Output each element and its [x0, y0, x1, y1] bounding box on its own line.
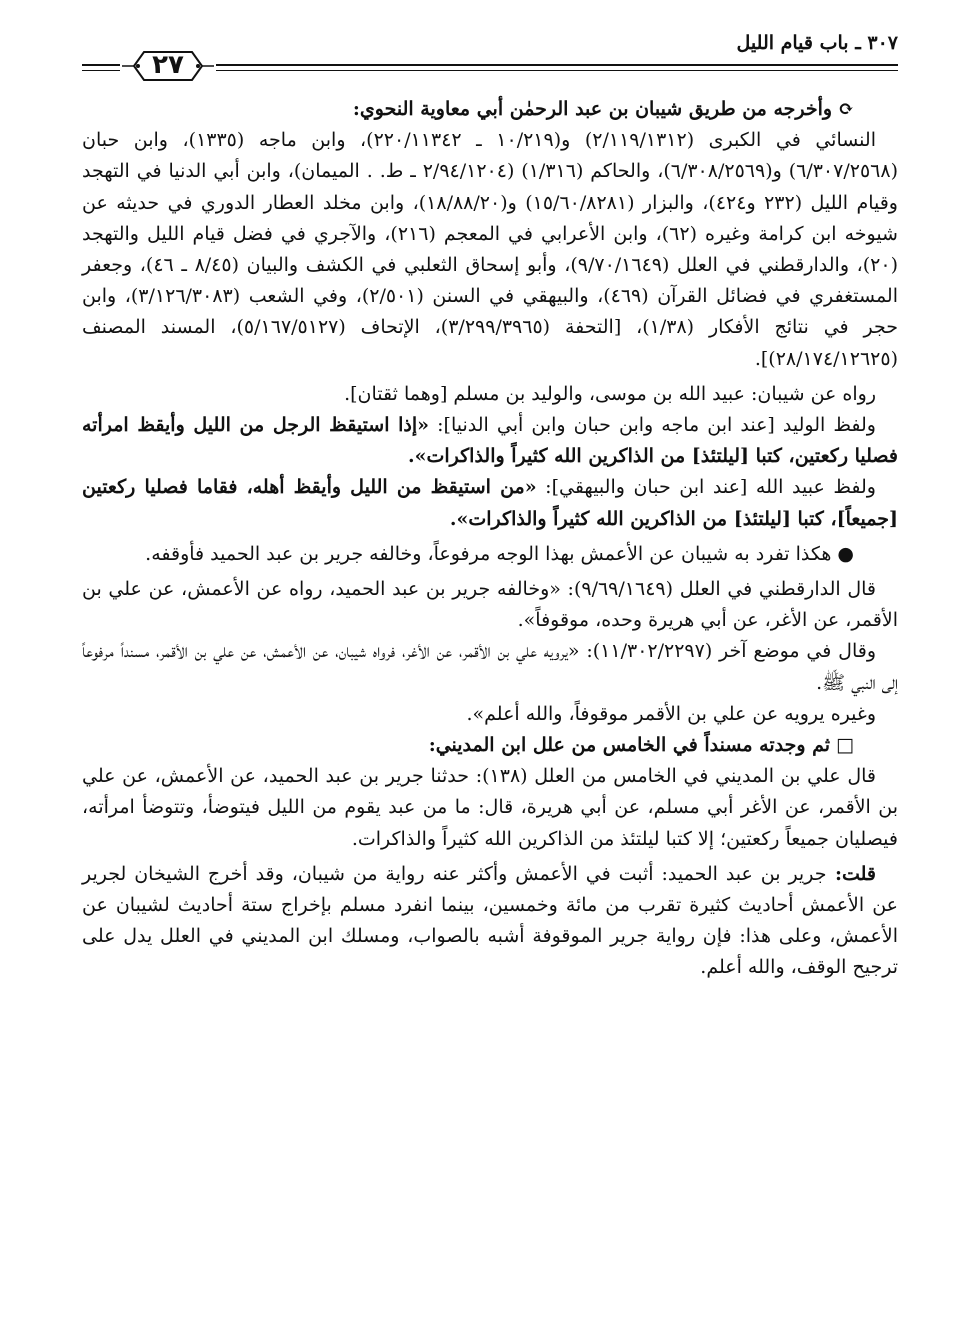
paragraph-heading-shayban [82, 94, 898, 125]
paragraph-ubaydullah-wording [82, 472, 898, 534]
paragraph-conclusion [82, 859, 898, 984]
conclusion-text: جرير بن عبد الحميد: أثبت في الأعمش وأكثر عنه رواية من شيبان، وقد أخرج الشيخان لجرير عن الأعمش أحاديث كثيرة تقرب من مائة وخمسين، بينما انفرد مسلم بإخراج ستة أحاديث لشيبان عن الأعمش، وعلى هذا: فإن رواية جرير الموقوفة أشبه بالصواب، ومسلك ابن المديني في العلل يدل على ترجيح الوقف، والله أعلم. [82, 862, 898, 979]
paragraph-daraqutni-end: وغيره يرويه عن علي بن الأقمر موقوفاً، والله أعلم». [466, 702, 876, 725]
square-icon: □ [836, 734, 854, 757]
conclusion-lead: قلت: [826, 862, 876, 885]
paragraph-heading-madini [82, 730, 898, 761]
madini-heading-text: ثم وجدته مسنداً في الخامس من علل ابن المديني: [428, 734, 831, 757]
ubaydullah-lead: ولفظ عبيد الله [عند ابن حبان والبيهقي]: [536, 476, 876, 499]
paragraph-narrators: رواه عن شيبان: عبيد الله بن موسى، والوليد بن مسلم [وهما ثقتان]. [344, 382, 876, 405]
page-number: ٢٧ [152, 50, 184, 80]
paragraph-madini-isnad: قال علي بن المديني في الخامس من العلل (١٣٨): حدثنا جرير بن عبد الحميد، عن الأعمش، عن علي بن الأقمر، عن الأغر أبي مسلم، عن أبي هريرة، قال: ما من عبد يقوم من الليل فيتوضأ، وتتوضأ امرأته، فيصليان جميعاً ركعتين؛ إلا كتبا ليلتئذ من الذاكرين الله كثيراً والذاكرات. [82, 765, 898, 850]
paragraph-sources: النسائي في الكبرى (٢/١١٩/١٣١٢) و(١٠/٢١٩ ـ ٢٢٠/١١٣٤٢)، وابن ماجه (١٣٣٥)، وابن حبان (٦/٣٠٧/٢٥٦٨) و(٦/٣٠٨/٢٥٦٩)، والحاكم (١/٣١٦) (٢/٩٤/١٢٠٤ ـ ط. . الميمان)، وابن أبي الدنيا في التهجد وقيام الليل (٢٣٢ و٤٢٤)، والبزار (١٥/٦٠/٨٢٨١) و(١٨/٨٨/٢٠)، وابن مخلد العطار الدوري في حديثه عن شيوخه ابن كرامة وغيره (٦٢)، وابن الأعرابي في المعجم (٢١٦)، والآجري في فضل قيام الليل والتهجد (٢٠)، والدارقطني في العلل (٩/٧٠/١٦٤٩)، وأبو إسحاق الثعلبي في الكشف والبيان (٨/٤٥ ـ ٤٦)، وجعفر المستغفري في فضائل القرآن (٤٦٩)، والبيهقي في السنن (٢/٥٠١)، وفي الشعب (٣/١٢٦/٣٠٨٣)، وابن حجر في نتائج الأفكار (١/٣٨)، [التحفة (٣/٢٩٩/٣٩٦٥)، الإتحاف (٥/١٦٧/٥١٢٧)، المسند المصنف (٢٨/١٧٤/١٢٦٢٥)]. [82, 129, 899, 370]
page-number-badge [120, 46, 216, 86]
paragraph-daraqutni: قال الدارقطني في العلل (٩/٦٩/١٦٤٩): «وخالفه جرير بن عبد الحميد، رواه عن الأعمش، عن علي بن الأقمر، عن الأغر، عن أبي هريرة وحده، موقوفاً». [82, 578, 898, 632]
page-header [82, 30, 898, 90]
bullet-icon: ● [837, 542, 854, 565]
page-body [82, 94, 898, 984]
chapter-title: ٣٠٧ ـ باب قيام الليل [736, 32, 898, 54]
paragraph-daraqutni-other: وقال في موضع آخر (١١/٣٠٢/٢٢٩٧): «يرويه علي بن الأقمر، عن الأغر، فرواه شيبان، عن الأعمش، عن علي بن الأقمر، مسنداً مرفوعاً إلى النبي ﷺ. [82, 640, 898, 694]
walid-quote: «إذا استيقظ الرجل من الليل وأيقظ امرأته فصليا ركعتين، كتبا [ليلتئذ] من الذاكرين الله كثيراً والذاكرات». [82, 414, 898, 468]
circle-arrow-icon: ⟳ [838, 98, 854, 120]
book-page [82, 30, 898, 1320]
paragraph-walid-wording [82, 410, 898, 472]
tafarrud-text: هكذا تفرد به شيبان عن الأعمش بهذا الوجه مرفوعاً، وخالفه جرير بن عبد الحميد فأوقفه. [145, 542, 832, 565]
heading-text: وأخرجه من طريق شيبان بن عبد الرحمٰن أبي معاوية النحوي: [352, 98, 833, 120]
paragraph-tafarrud [82, 539, 898, 570]
walid-lead: ولفظ الوليد [عند ابن ماجه وابن حبان وابن أبي الدنيا]: [429, 414, 876, 437]
ubaydullah-quote: «من استيقظ من الليل وأيقظ أهله، فقاما فصليا ركعتين [جميعاً]، كتبا [ليلتئذ] من الذاكرين الله كثيراً والذاكرات». [82, 476, 898, 530]
